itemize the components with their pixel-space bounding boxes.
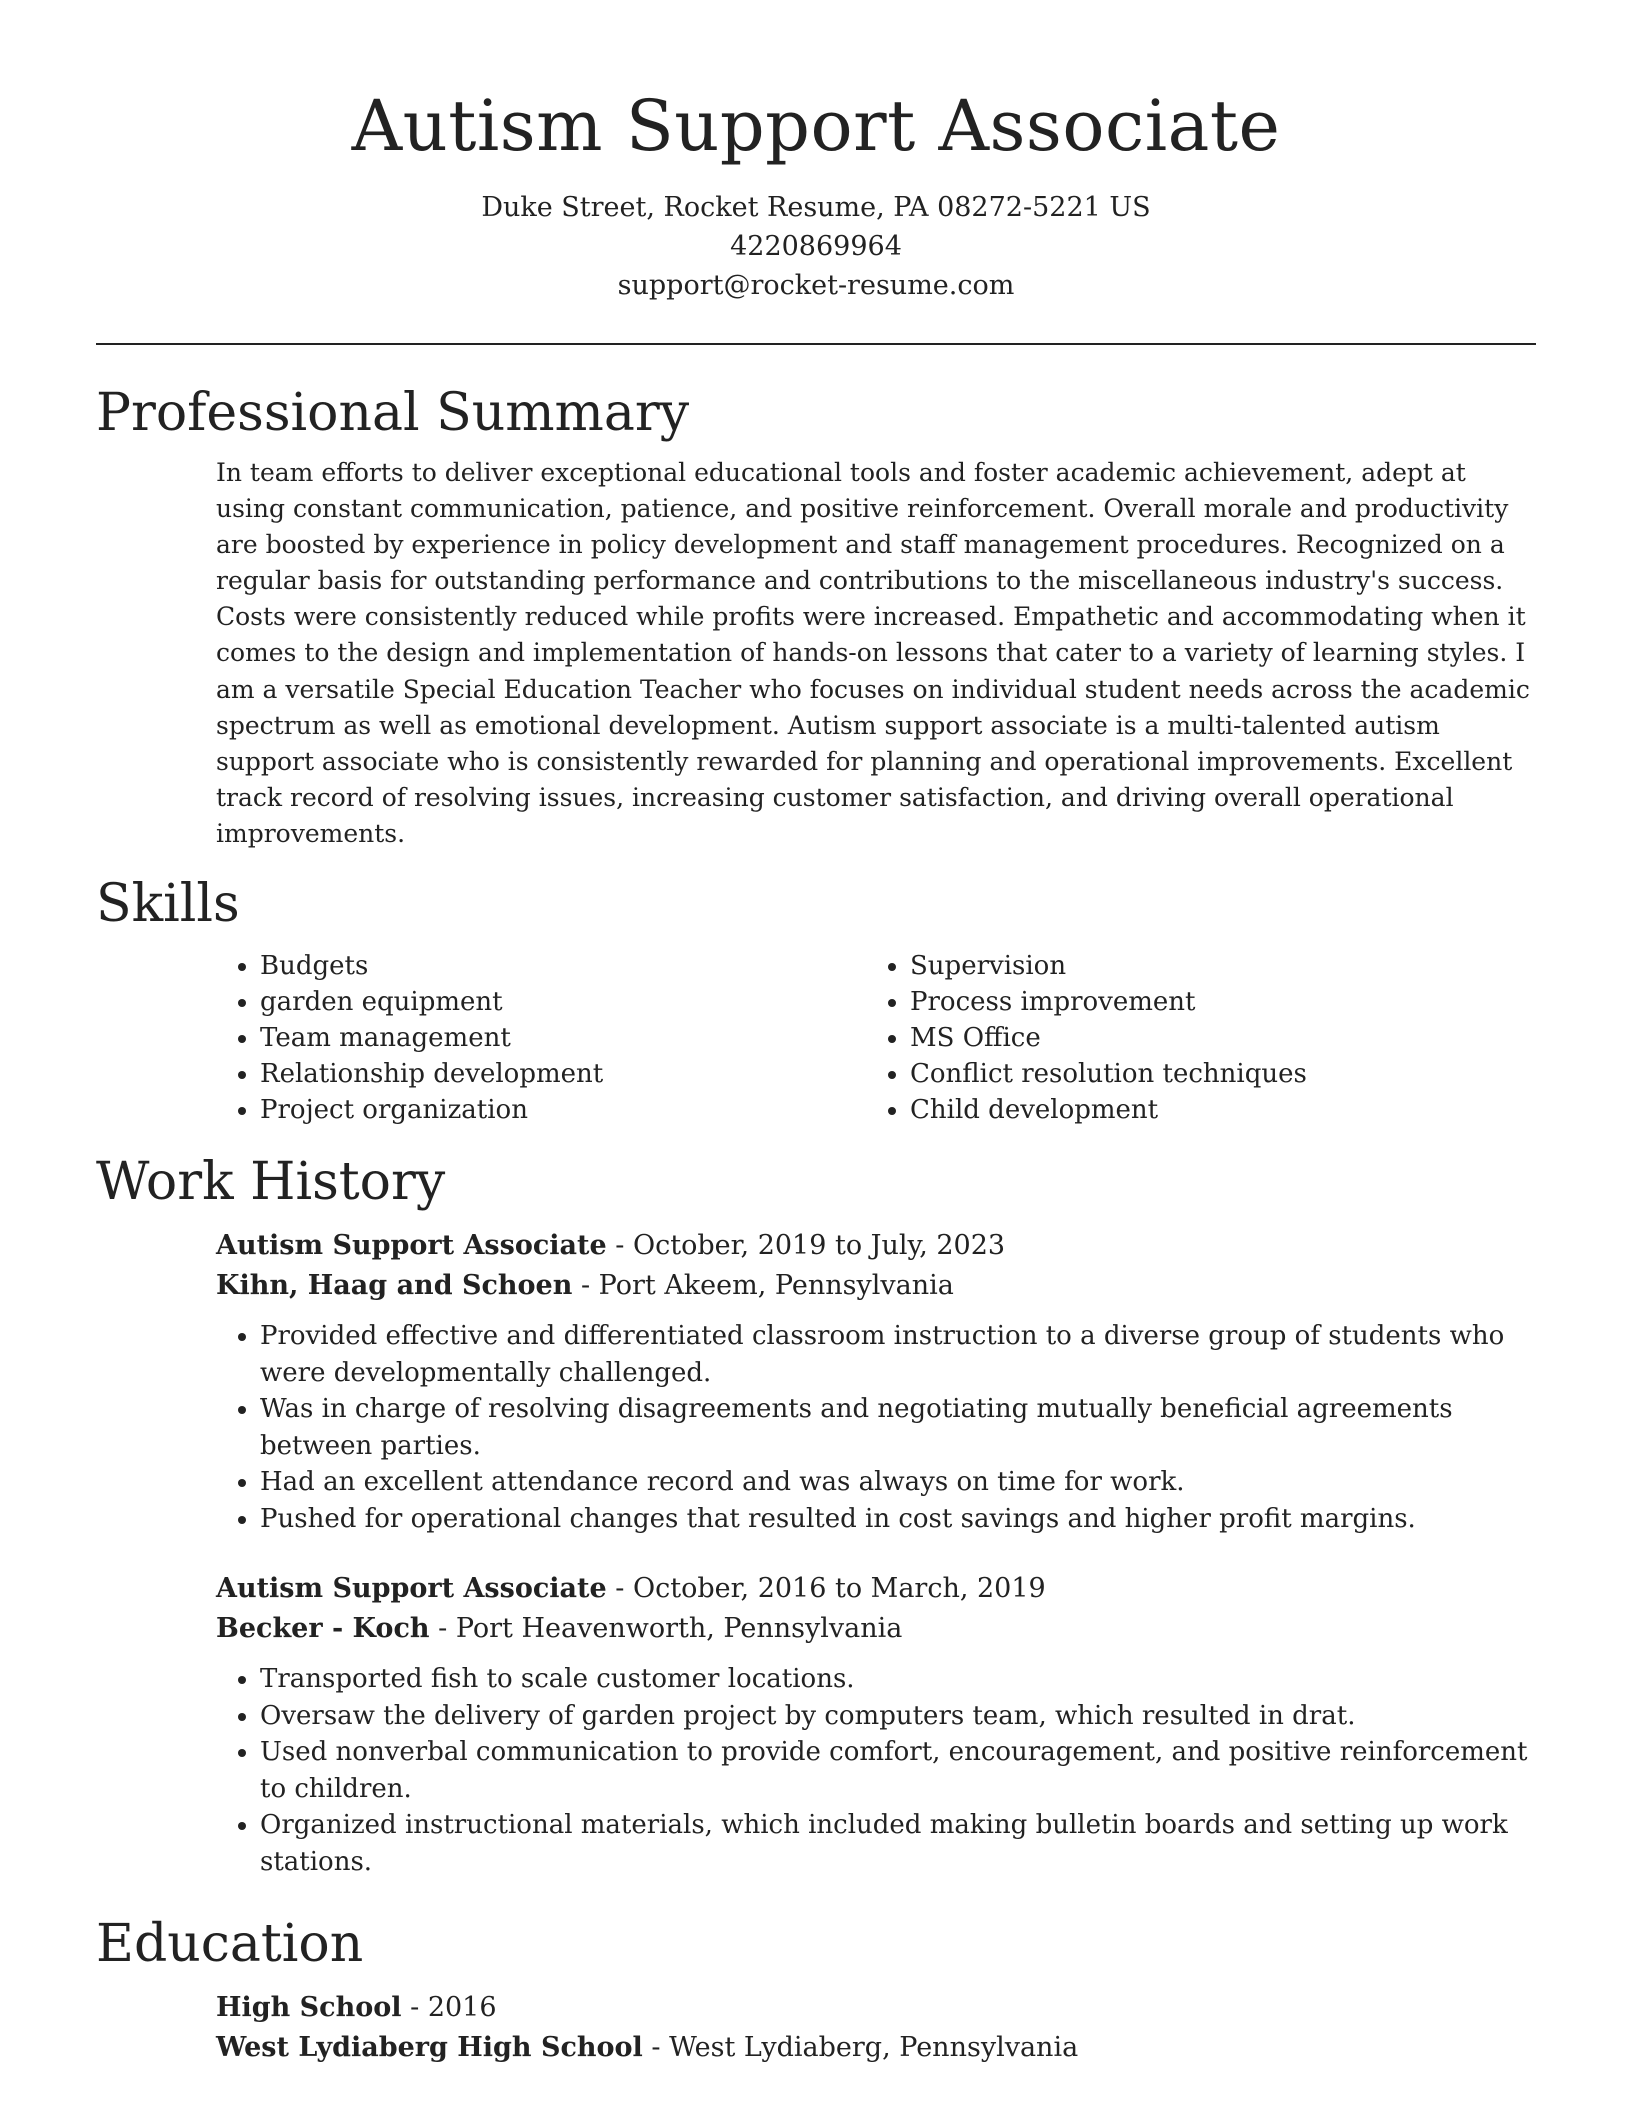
separator: - [429,1613,456,1645]
separator: - [642,2032,670,2064]
job-title-line [96,1226,1536,1266]
job-company: Kihn, Haag and Schoen [216,1270,573,1302]
job-location: Port Heavenworth, Pennsylvania [455,1613,903,1645]
skills-heading: Skills [96,874,240,935]
summary-text: In team efforts to deliver exceptional educational tools and foster academic achievement, adept at using constant communication, patience, and positive reinforcement. Overall morale and productivity are boosted by experience in policy development and staff management procedures. Recognized on a regular basis for outstanding performance and contributions to the miscellaneous industry's success. Costs were consistently reduced while profits were increased. Empathetic and accommodating when it comes to the design and implementation of hands-on lessons that cater to a variety of learning styles. I am a versatile Special Education Teacher who focuses on individual student needs across the academic spectrum as well as emotional development. Autism support associate is a multi-talented autism support associate who is consistently rewarded for planning and operational improvements. Excellent track record of resolving issues, increasing customer satisfaction, and driving overall operational improvements. [216,458,1530,848]
job-bullet: • Had an excellent attendance record and was always on time for work. [260,1464,1536,1501]
skill-item: • Supervision [910,948,1516,984]
work-history-heading: Work History [96,1152,446,1213]
education-degree: High School [216,1992,402,2024]
skill-item: • garden equipment [260,984,866,1020]
education-year: 2016 [427,1992,497,2024]
skill-item: • Budgets [260,948,866,984]
job-bullets [96,1661,1536,1880]
skills-list-left [216,948,866,1128]
candidate-title: Autism Support Associate [351,85,1281,167]
separator: - [606,1573,633,1605]
summary-section [96,381,1536,852]
skill-item: • Project organization [260,1092,866,1128]
job-dates: October, 2016 to March, 2019 [632,1573,1046,1605]
job-bullet: • Used nonverbal communication to provide comfort, encouragement, and positive reinforcement to children. [260,1734,1536,1807]
job-dates: October, 2019 to July, 2023 [632,1230,1006,1262]
skill-item: • MS Office [910,1020,1516,1056]
resume-header [96,0,1536,305]
job-bullet: • Oversaw the delivery of garden project by computers team, which resulted in drat. [260,1698,1536,1735]
skills-list-right [866,948,1516,1128]
skills-columns [96,948,1536,1128]
job-title-line [96,1569,1536,1609]
address-text: Duke Street, Rocket Resume, PA 08272-5221 US [481,192,1151,223]
header-divider [96,343,1536,345]
skill-item: • Child development [910,1092,1516,1128]
job-bullet: • Provided effective and differentiated classroom instruction to a diverse group of students who were developmentally challenged. [260,1318,1536,1391]
summary-heading: Professional Summary [96,383,690,443]
skill-item: • Conflict resolution techniques [910,1056,1516,1092]
job-entry [96,1226,1536,1537]
separator: - [572,1270,599,1302]
job-location: Port Akeem, Pennsylvania [598,1270,954,1302]
job-role: Autism Support Associate [216,1230,607,1262]
job-company-line [96,1609,1536,1649]
phone-text: 4220869964 [730,231,902,262]
skill-item: • Process improvement [910,984,1516,1020]
separator: - [401,1992,428,2024]
job-company: Becker - Koch [216,1613,430,1645]
job-company-line [96,1266,1536,1306]
job-bullet: • Pushed for operational changes that resulted in cost savings and higher profit margins. [260,1501,1536,1538]
education-location: West Lydiaberg, Pennsylvania [669,2032,1079,2064]
job-bullet: • Organized instructional materials, which included making bulletin boards and setting up work stations. [260,1807,1536,1880]
skills-section [96,872,1536,1128]
contact-block [96,188,1536,305]
skill-item: • Team management [260,1020,866,1056]
education-degree-line [96,1988,1536,2028]
education-section [96,1912,1536,2068]
work-history-section [96,1150,1536,1880]
separator: - [606,1230,633,1262]
education-heading: Education [96,1914,364,1975]
job-bullet: • Transported fish to scale customer locations. [260,1661,1536,1698]
education-school: West Lydiaberg High School [216,2032,643,2064]
email-text: support@rocket-resume.com [617,270,1015,301]
job-entry [96,1569,1536,1880]
job-bullet: • Was in charge of resolving disagreements and negotiating mutually beneficial agreements between parties. [260,1391,1536,1464]
skill-item: • Relationship development [260,1056,866,1092]
job-role: Autism Support Associate [216,1573,607,1605]
education-school-line [96,2028,1536,2068]
job-bullets [96,1318,1536,1537]
